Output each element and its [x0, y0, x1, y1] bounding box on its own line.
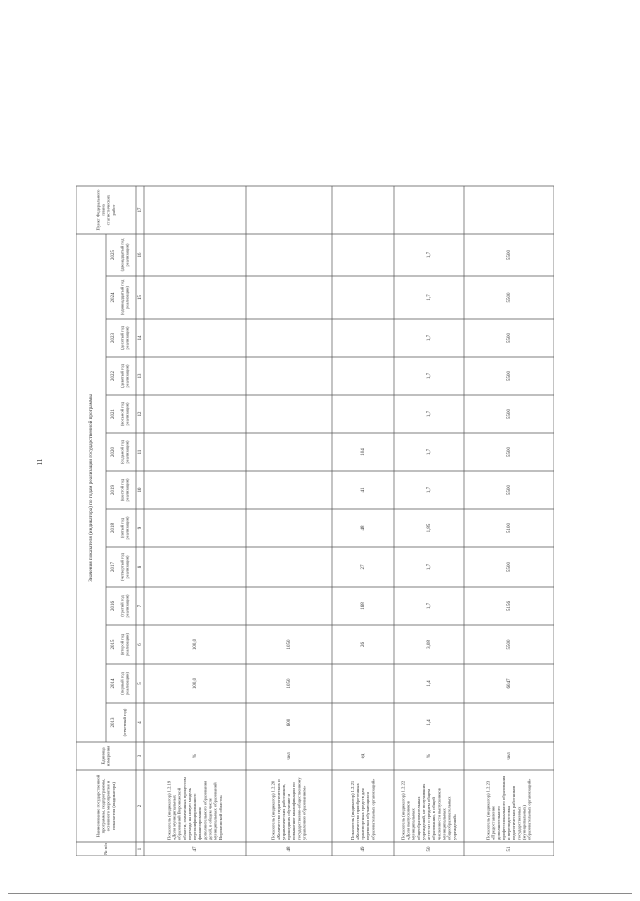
column-number: 2 — [138, 804, 144, 808]
footer-divider — [8, 893, 632, 894]
row-value-2022: 5500 — [507, 371, 513, 381]
header-federal-plan: Пункт Федеральногопланастатистическихработ — [95, 189, 116, 231]
row-value-2015: 1050 — [287, 639, 293, 650]
year-header-2025: 2025 — [111, 250, 117, 260]
row-value-2017: 1,7 — [427, 563, 433, 571]
row-indicator-name: Показатель (индикатор) 1.2.20«Количество педагогических иуправленческих работников,прошедших обучение иповышение квалификации погосударственно-общественномууправлению образованием» — [270, 777, 307, 840]
row-number-48: 48 — [287, 846, 293, 852]
row-value-2017: 27 — [361, 564, 367, 570]
header-num: № п/п — [103, 843, 109, 855]
column-number: 6 — [138, 643, 144, 646]
row-value-2013: 1,4 — [427, 719, 433, 726]
row-value-2019: 5500 — [507, 485, 513, 495]
row-value-2018: 1,85 — [427, 523, 433, 533]
row-value-2015: 26 — [361, 642, 367, 647]
column-number: 10 — [138, 487, 144, 493]
row-value-2021: 5500 — [507, 409, 513, 419]
row-value-2018: 48 — [361, 525, 367, 531]
year-header-label-2025: (двенадцатый годреализации) — [119, 238, 130, 272]
row-value-2016: 1,7 — [427, 602, 433, 610]
year-header-label-2018: (пятый годреализации) — [119, 516, 130, 540]
year-header-label-2019: (шестой годреализации) — [119, 478, 130, 502]
row-value-2022: 1,7 — [427, 372, 433, 380]
year-header-2022: 2022 — [111, 371, 117, 381]
year-header-2021: 2021 — [111, 409, 117, 419]
year-header-2023: 2023 — [111, 333, 117, 343]
row-value-2023: 5500 — [507, 333, 513, 343]
header-unit: Единицаизмерения — [100, 745, 111, 767]
indicator-table — [76, 86, 554, 856]
year-header-2017: 2017 — [111, 562, 117, 572]
row-value-2021: 1,7 — [427, 410, 433, 418]
row-value-2016: 168 — [361, 602, 367, 610]
column-number: 13 — [138, 373, 144, 379]
row-number-50: 50 — [427, 846, 433, 852]
row-indicator-name: Показатель (индикатор) 1.2.23«Предоставлениедополнительногопрофессионального образованияи переподготовкапедагогических работниковгосударственных(муниципальных)образовательных организаций» — [485, 775, 532, 840]
year-header-2015: 2015 — [111, 639, 117, 650]
column-number: 15 — [138, 295, 144, 300]
row-value-2015: 5500 — [507, 639, 513, 650]
year-header-label-2020: (седьмой годреализации) — [119, 439, 130, 465]
row-value-2016: 5156 — [507, 601, 513, 611]
year-header-label-2017: (четвертый годреализации) — [119, 553, 130, 581]
row-unit: ед — [361, 753, 367, 759]
column-number: 12 — [138, 411, 144, 417]
row-unit: чел — [287, 752, 293, 760]
column-number: 14 — [138, 335, 144, 341]
row-value-2019: 41 — [361, 487, 367, 493]
row-indicator-name: Показатель (индикатор) 1.2.22«Доля выпускниковмуниципальныхобщеобразовательныхучреждений, не получившихаттестат о среднем общемобразовании, в общейчисленности выпускниковмуниципальныхобщеобразовательныхучреждений» — [400, 780, 457, 840]
year-header-2014: 2014 — [111, 678, 117, 689]
column-number: 17 — [138, 207, 144, 213]
row-unit: чел — [507, 752, 513, 760]
header-group: Значения показателя (индикатора) по годам реализации государственной программы — [88, 394, 95, 582]
indicator-table-grid — [76, 86, 554, 856]
row-value-2025: 5500 — [507, 250, 513, 260]
column-number: 5 — [138, 682, 144, 685]
row-value-2020: 1,7 — [427, 448, 433, 456]
year-header-label-2022: (девятый годреализации) — [119, 364, 130, 388]
column-number: 4 — [138, 721, 144, 724]
header-name: Наименование государственнойпрограммы, подпрограммы,основного мероприятия ипоказателя (индикатора) — [95, 774, 116, 838]
row-value-2015: 3,08 — [427, 640, 433, 649]
column-number: 7 — [138, 604, 144, 608]
row-value-2023: 1,7 — [427, 334, 433, 342]
row-value-2014: 1050 — [287, 678, 293, 689]
year-header-label-2024: (одиннадцатый годреализации) — [119, 279, 130, 316]
year-header-label-2016: (третий годреализации) — [119, 594, 130, 618]
year-header-2020: 2020 — [111, 447, 117, 457]
row-indicator-name: Показатель (индикатор) 1.2.21«Количество приобретенныхтранспортных средств дляперевозки обучающихсяобразовательных организаций» — [349, 778, 376, 840]
year-header-2024: 2024 — [111, 292, 117, 303]
row-indicator-name: Показатель (индикатор) 1.2.19«Доля муниципальныхобразований Воронежскойобласти, охваченных процессомперехода на новую модельперсонифицированногофинансированиядополнительного образованиядетей, в общем числемуниципальных образованийВоронежской области» — [166, 777, 223, 840]
row-value-2020: 5500 — [507, 447, 513, 457]
year-header-label-2023: (десятый годреализации) — [119, 325, 130, 351]
row-value-2024: 5500 — [507, 292, 513, 303]
row-number-51: 51 — [507, 846, 513, 852]
column-number: 9 — [138, 526, 144, 530]
year-header-2016: 2016 — [111, 601, 117, 611]
row-value-2018: 5100 — [507, 523, 513, 533]
year-header-label-2014: (первый годреализации) — [119, 672, 130, 695]
row-unit: % — [427, 753, 433, 759]
year-header-2018: 2018 — [111, 523, 117, 533]
row-number-47: 47 — [193, 846, 199, 852]
column-number: 8 — [138, 565, 144, 569]
row-value-2014: 6047 — [507, 678, 513, 689]
year-header-label-2021: (восьмой годреализации) — [119, 401, 130, 427]
row-number-49: 49 — [361, 846, 367, 852]
row-value-2014: 1,4 — [427, 680, 433, 687]
year-header-2013: 2013 — [111, 717, 117, 728]
row-value-2014: 100,0 — [193, 677, 199, 690]
row-value-2015: 100,0 — [193, 638, 199, 651]
year-header-label-2013: (отчетный год) — [122, 708, 128, 737]
row-value-2019: 1,7 — [427, 486, 433, 494]
row-value-2020: 104 — [361, 448, 367, 456]
row-value-2025: 1,7 — [427, 251, 433, 259]
row-value-2017: 5500 — [507, 562, 513, 572]
column-number: 1 — [138, 847, 144, 851]
row-value-2024: 1,7 — [427, 294, 433, 301]
column-number: 11 — [138, 449, 144, 455]
column-number: 16 — [138, 252, 144, 258]
year-header-2019: 2019 — [111, 485, 117, 495]
page-number: 11 — [36, 458, 44, 466]
year-header-label-2015: (второй годреализации) — [119, 633, 130, 656]
row-unit: % — [193, 753, 199, 759]
row-value-2013: 600 — [287, 718, 293, 727]
column-number: 3 — [138, 754, 144, 758]
